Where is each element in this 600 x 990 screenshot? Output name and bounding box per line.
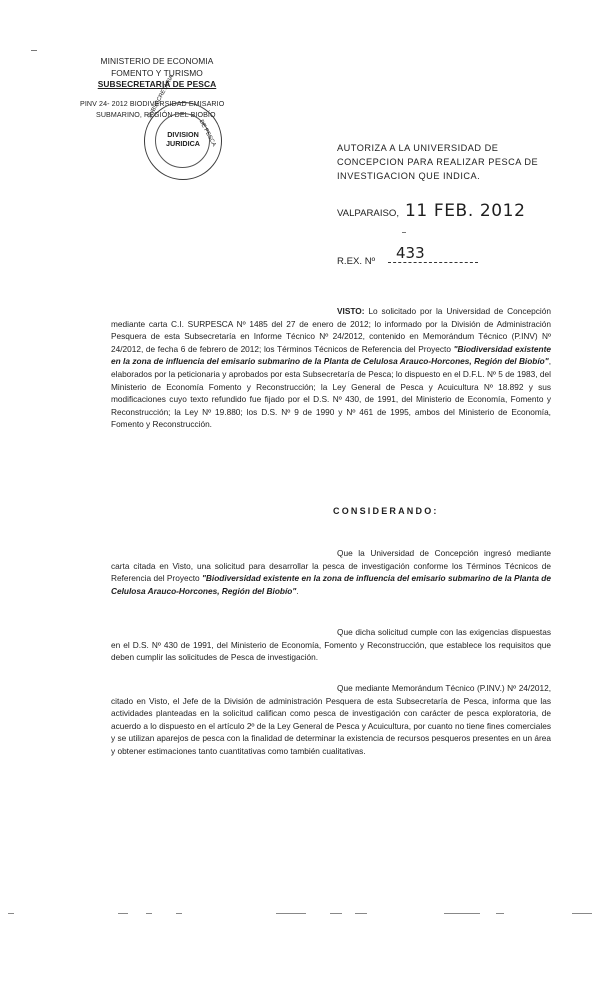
ministry-header: [92, 56, 222, 91]
resolution-number: 433: [396, 244, 425, 262]
scan-mark: [31, 50, 37, 51]
scan-mark: [276, 913, 306, 914]
scan-mark: [572, 913, 592, 914]
stamp-ring-left-text: SUBSECRETARIA: [147, 74, 176, 120]
reference-line-2: SUBMARINO, REGIÓN DEL BIOBÍO: [96, 110, 216, 119]
resolution-date: 11 FEB. 2012: [405, 201, 526, 221]
scan-mark: [496, 913, 504, 914]
ministry-sector: FOMENTO Y TURISMO: [111, 67, 203, 78]
considerando-heading: CONSIDERANDO:: [333, 506, 439, 516]
place-label: VALPARAISO,: [337, 208, 400, 219]
ministry-name: MINISTERIO DE ECONOMIA: [100, 56, 214, 66]
considerando-paragraph-2: [111, 626, 551, 664]
visto-project-name: "Biodiversidad existente en la zona de influencia del emisario submarino de la Planta de Celulosa Arauco-Horcones, Región del Biobío": [111, 343, 551, 367]
visto-heading: VISTO:: [337, 306, 365, 316]
paragraph-1-text-a: Que la Universidad de Concepción ingresó mediante carta citada en Visto, una solicitud para desarrollar la pesca de investigación conforme los Términos Técnicos de Referencia del Proyecto: [111, 548, 551, 584]
scan-mark: [402, 232, 406, 233]
scan-mark: [444, 913, 480, 914]
scan-mark: [118, 913, 128, 914]
paragraph-1-text-b: .: [296, 585, 299, 596]
resolution-title: AUTORIZA A LA UNIVERSIDAD DE CONCEPCION PARA REALIZAR PESCA DE INVESTIGACION QUE INDICA.: [337, 143, 539, 181]
scan-mark: [146, 913, 152, 914]
subsecretaria-name: SUBSECRETARIA DE PESCA: [97, 79, 217, 89]
stamp-line-1: DIVISION: [167, 130, 199, 139]
resolution-number-line: [388, 262, 478, 263]
paragraph-3-text: Que mediante Memorándum Técnico (P.INV.) Nº 24/2012, citado en Visto, el Jefe de la División de administración Pesquera de esta Subsecretaría de Pesca, informa que las actividades planteadas en la solicitud califican como pesca de investigación con carácter de pesca exploratoria, de acuerdo a lo dispuesto en el artículo 2º de la Ley General de Pesca y Acuicultura, por cuanto no tiene fines comerciales y se utilizan aparejos de pesca con la finalidad de determinar la existencia de recursos pesqueros presentes en un área y obtener estimaciones tanto cuantitativas como también cualitativas.: [111, 683, 551, 756]
considerando-paragraph-3: [111, 682, 551, 758]
visto-text-b: , elaborados por la peticionaria y aprobados por esta Subsecretaría de Pesca; lo dispuesto en el D.F.L. Nº 5 de 1983, del Ministerio de Economía Fomento y Reconstrucción; la Ley General de Pesca y Acuicultura Nº 18.892 y sus modificaciones cuyo texto refundido fue fijado por el D.S. Nº 430, de 1991, del Ministerio de Economía, Fomento y Reconstrucción; la Ley Nº 19.880; los D.S. Nº 9 de 1990 y Nº 461 de 1995, ambos del Ministerio de Economía, Fomento y Reconstrucción.: [111, 356, 551, 430]
visto-paragraph: [111, 305, 551, 431]
scan-mark: [8, 913, 14, 914]
scan-mark: [355, 913, 367, 914]
stamp-ring-right-text: DE PESCA: [197, 119, 217, 148]
stamp-line-2: JURIDICA: [166, 139, 200, 148]
scan-mark: [176, 913, 182, 914]
scan-mark: [330, 913, 342, 914]
visto-text-a: Lo solicitado por la Universidad de Concepción mediante carta C.I. SURPESCA Nº 1485 del 27 de enero de 2012; lo informado por la División de Administración Pesquera de esta Subsecretaría en Informe Técnico Nº 24/2012, contenido en Memorándum Técnico (P.INV) Nº 24/2012, de fecha 6 de febrero de 2012; los Términos Técnicos de Referencia del Proyecto: [111, 306, 551, 354]
paragraph-2-text: Que dicha solicitud cumple con las exigencias dispuestas en el D.S. Nº 430 de 1991, del Ministerio de Economía, Fomento y Reconstrucción, que establece los requisitos que deben cumplir las solicitudes de Pesca de investigación.: [111, 627, 551, 663]
considerando-paragraph-1: [111, 547, 551, 597]
paragraph-1-project-name: "Biodiversidad existente en la zona de influencia del emisario submarino de la Planta de Celulosa Arauco-Horcones, Región del Biobío": [111, 573, 551, 596]
resolution-number-label: R.EX. Nº: [337, 256, 376, 267]
reference-line-1: PINV 24- 2012 BIODIVERSIDAD EMISARIO: [80, 100, 225, 108]
